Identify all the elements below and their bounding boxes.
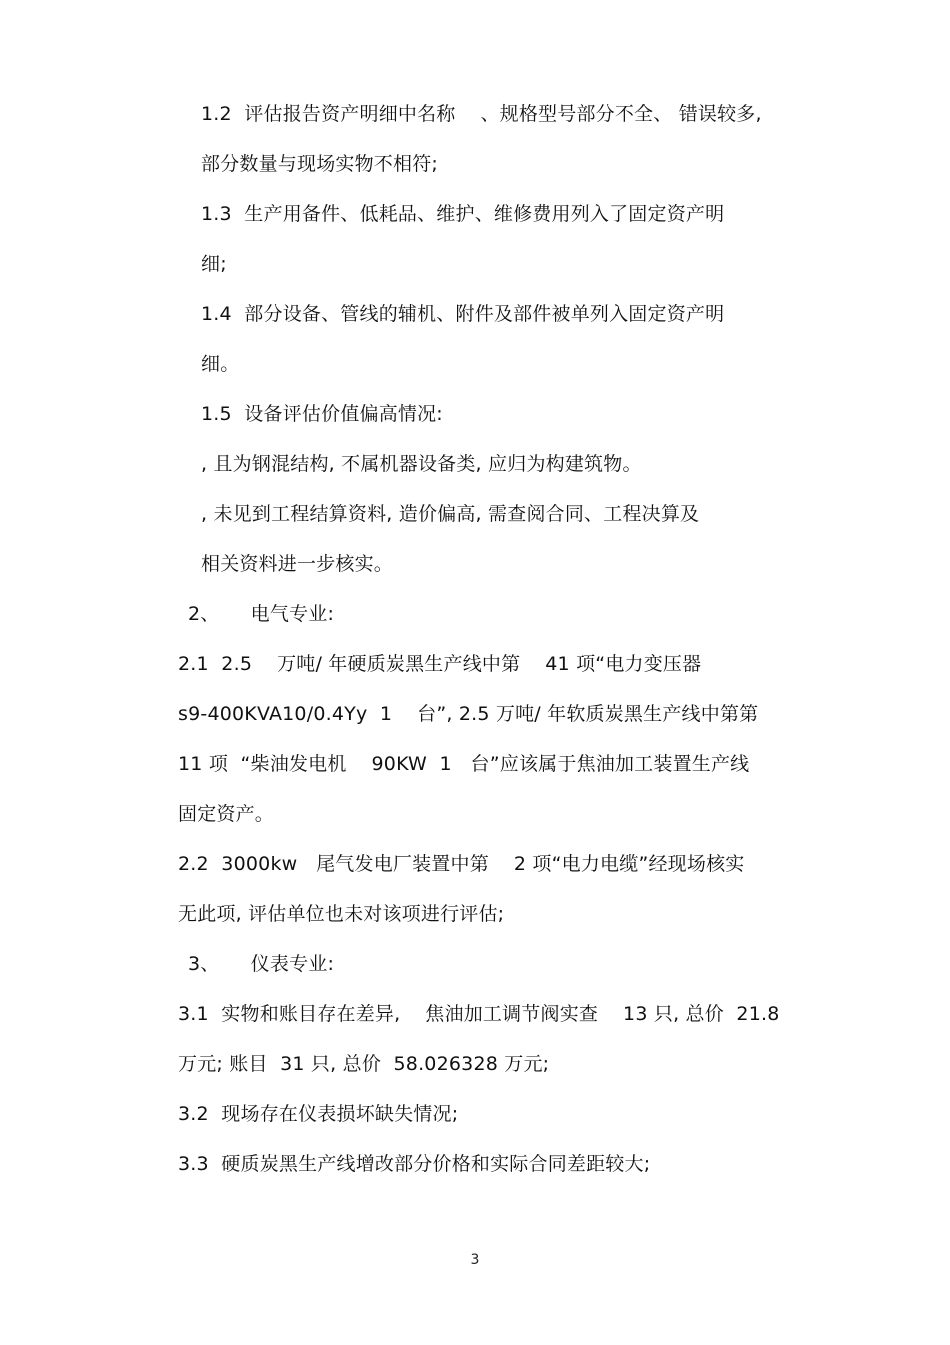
text-line-3-1-cont: 万元; 账目 31 只, 总价 58.026328 万元; — [178, 1053, 550, 1075]
text-line-2-1: 2.1 2.5 万吨/ 年硬质炭黑生产线中第 41 项“电力变压器 — [178, 653, 702, 675]
text-line-3-2: 3.2 现场存在仪表损坏缺失情况; — [178, 1103, 459, 1125]
section-heading-instrument: 3、 仪表专业: — [188, 953, 335, 975]
text-line-1-4-cont: 细。 — [201, 353, 240, 375]
text-line-1-4: 1.4 部分设备、管线的辅机、附件及部件被单列入固定资产明 — [201, 303, 725, 325]
text-line-1-2: 1.2 评估报告资产明细中名称 、规格型号部分不全、 错误较多, — [201, 103, 762, 125]
text-line-2-2: 2.2 3000kw 尾气发电厂装置中第 2 项“电力电缆”经现场核实 — [178, 853, 745, 875]
text-line-2-1-cont-2: 11 项 “柴油发电机 90KW 1 台”应该属于焦油加工装置生产线 — [178, 753, 750, 775]
text-line-3-3: 3.3 硬质炭黑生产线增改部分价格和实际合同差距较大; — [178, 1153, 651, 1175]
text-line-3-1: 3.1 实物和账目存在差异, 焦油加工调节阀实查 13 只, 总价 21.8 — [178, 1003, 780, 1025]
text-line-1-2-cont: 部分数量与现场实物不相符; — [201, 153, 439, 175]
text-line-2-1-cont-1: s9-400KVA10/0.4Yy 1 台”, 2.5 万吨/ 年软质炭黑生产线中第第 — [178, 703, 759, 725]
page-number: 3 — [470, 1252, 480, 1268]
text-line-1-3: 1.3 生产用备件、低耗品、维护、维修费用列入了固定资产明 — [201, 203, 725, 225]
text-line-1-3-cont: 细; — [201, 253, 227, 275]
text-line-1-5-b: , 未见到工程结算资料, 造价偏高, 需查阅合同、工程决算及 — [201, 503, 700, 525]
text-line-1-5-a: , 且为钢混结构, 不属机器设备类, 应归为构建筑物。 — [201, 453, 642, 475]
text-line-2-2-cont: 无此项, 评估单位也未对该项进行评估; — [178, 903, 505, 925]
text-line-1-5: 1.5 设备评估价值偏高情况: — [201, 403, 443, 425]
text-line-1-5-b-cont: 相关资料进一步核实。 — [201, 553, 394, 575]
section-heading-electrical: 2、 电气专业: — [188, 603, 335, 625]
text-line-2-1-cont-3: 固定资产。 — [178, 803, 275, 825]
